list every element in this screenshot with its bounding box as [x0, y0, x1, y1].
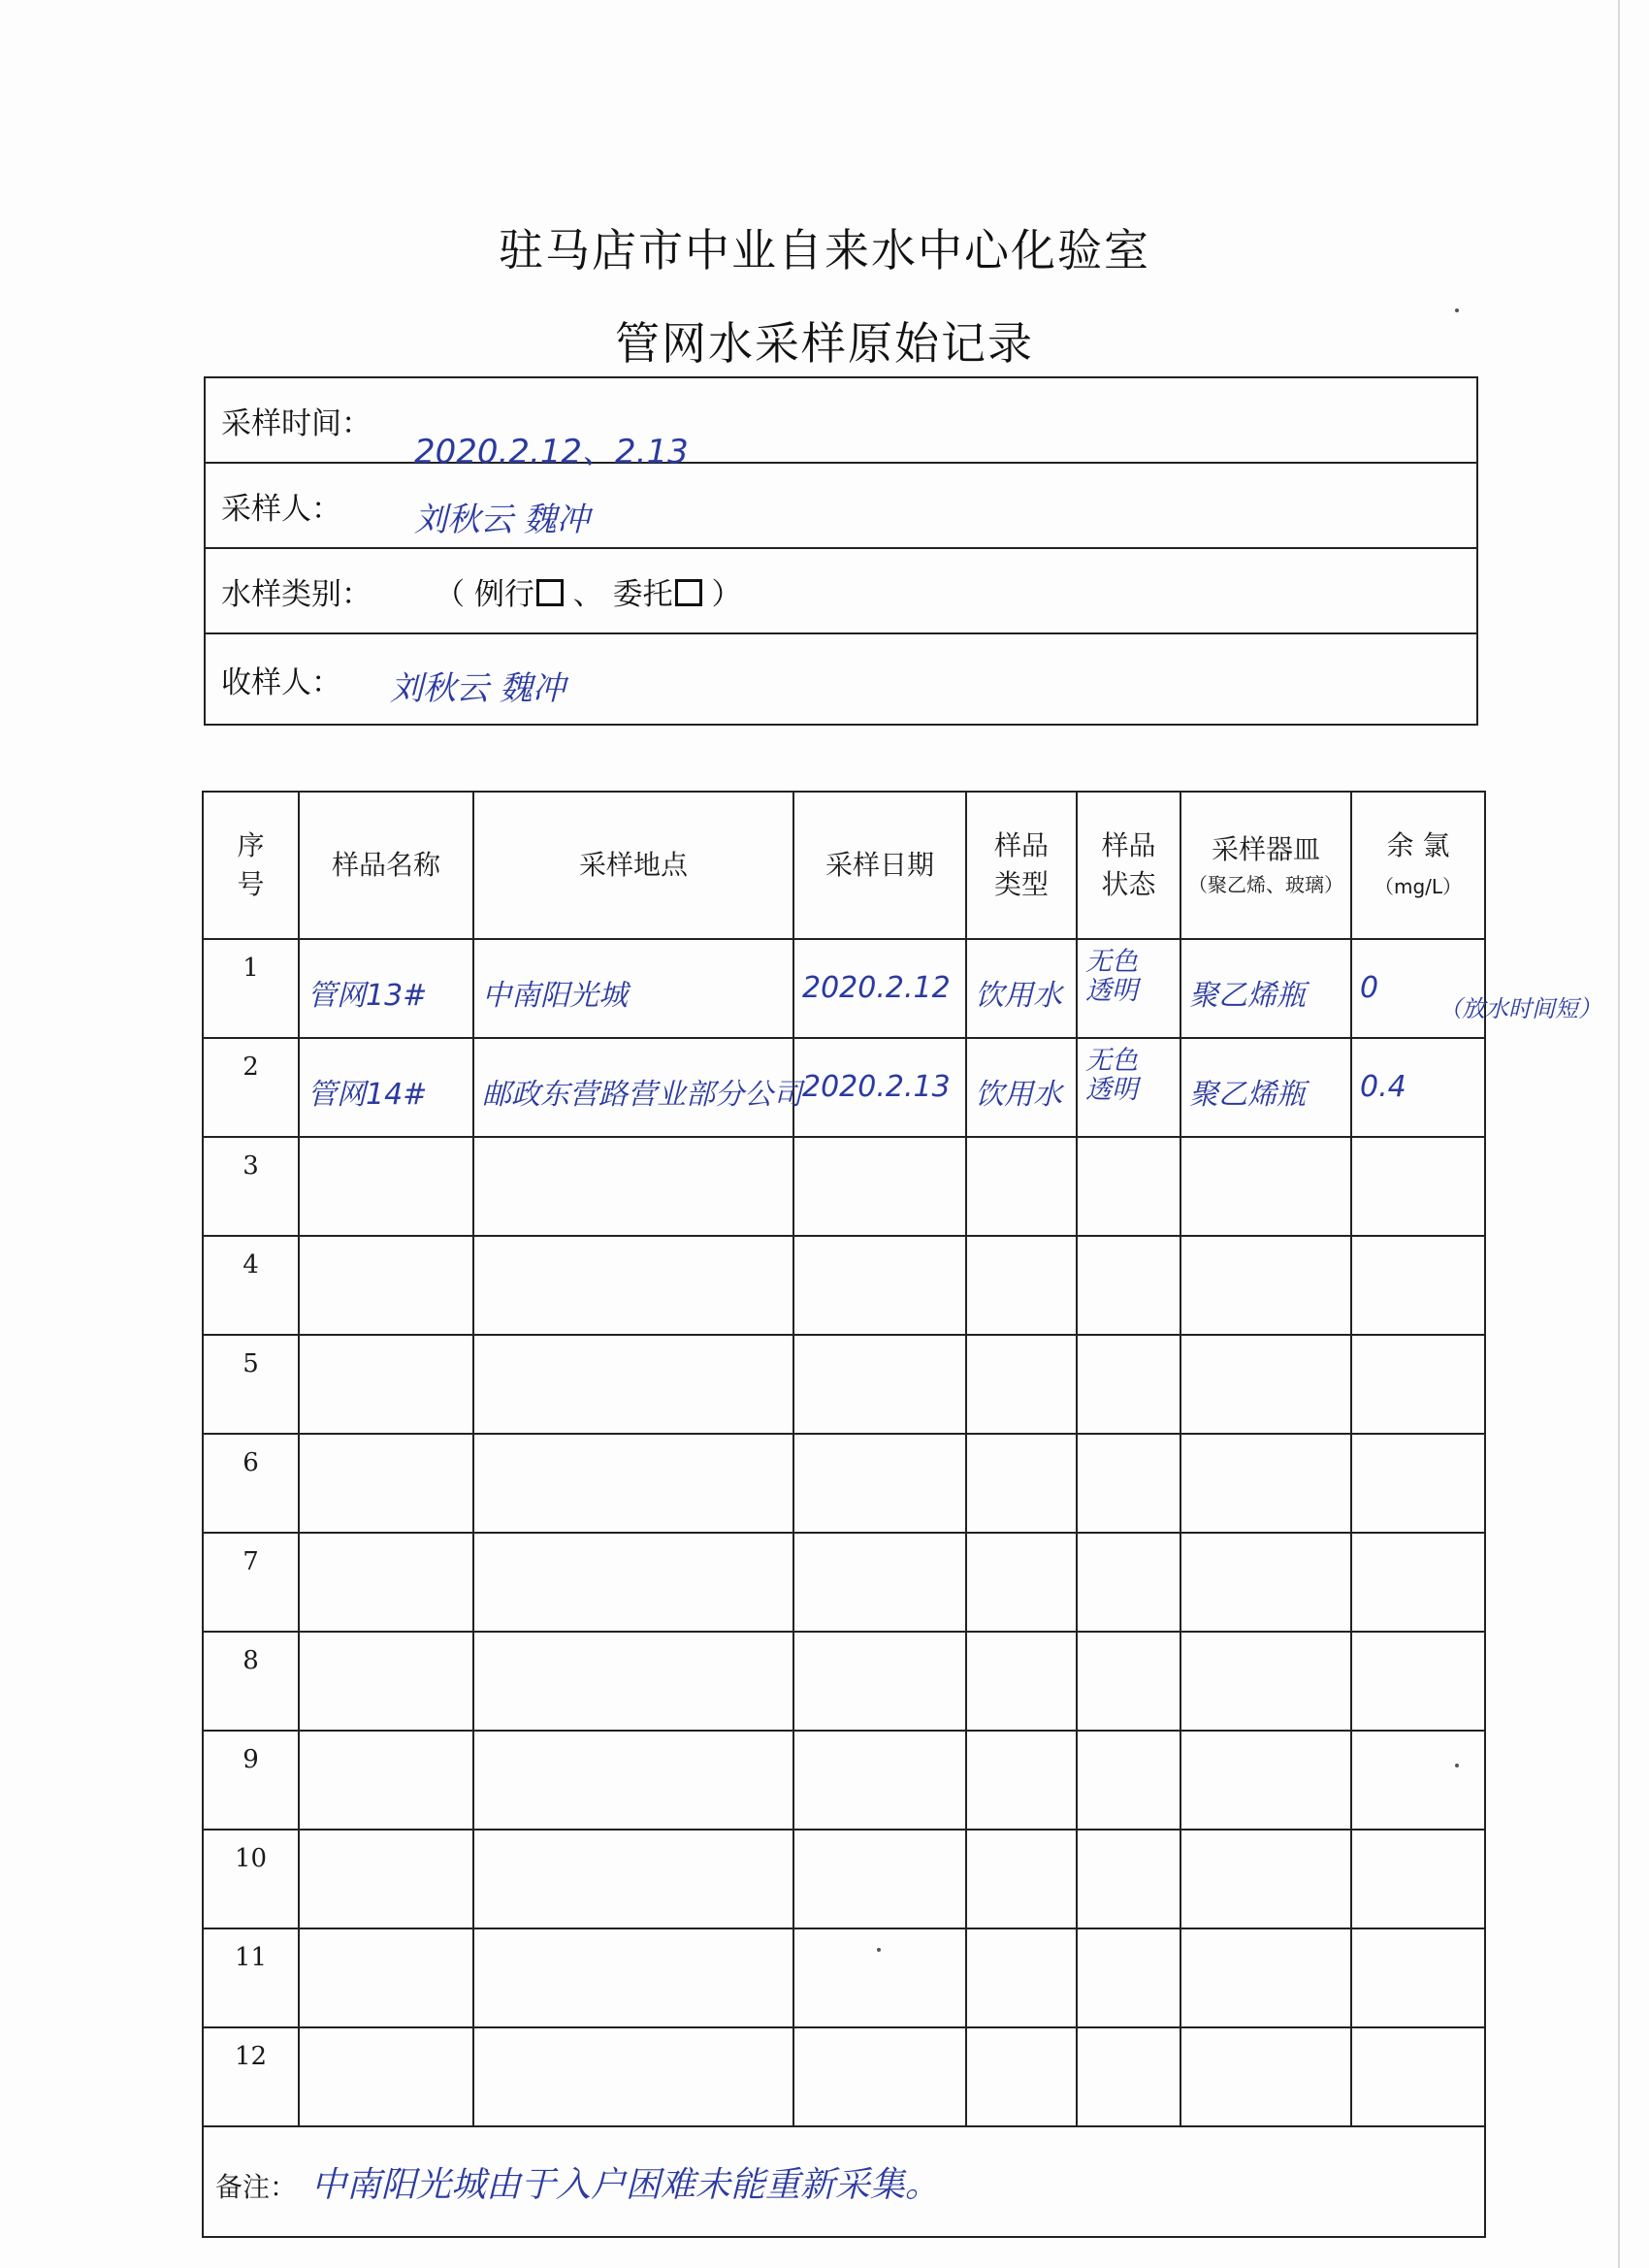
- sample-date-cell: [793, 939, 966, 1038]
- sample-date-cell: [793, 1038, 966, 1137]
- sample-table: [202, 791, 1486, 2238]
- sample-name: 管网14#: [307, 1078, 428, 1112]
- sample-state-cell: [1077, 1137, 1180, 1236]
- sample-location-cell: [473, 1731, 793, 1830]
- sample-date-cell: [793, 1335, 966, 1434]
- entrusted-checkbox[interactable]: [675, 579, 702, 606]
- residual-chlorine-cell: [1351, 1236, 1485, 1335]
- sample-state-cell: [1077, 939, 1180, 1038]
- water-type-cell: [205, 548, 1477, 633]
- sample-state-cell: [1077, 1335, 1180, 1434]
- water-type-row: [205, 548, 1477, 633]
- sampler-label: 采样人：: [221, 491, 341, 527]
- sample-date: 2020.2.12: [802, 971, 951, 1005]
- sample-state-cell: [1077, 1236, 1180, 1335]
- sample-vessel: 聚乙烯瓶: [1189, 1078, 1306, 1112]
- header-state: 样品状态: [1077, 792, 1180, 939]
- sample-state: 无色透明: [1085, 1046, 1138, 1105]
- residual-chlorine-cell: [1351, 1632, 1485, 1731]
- table-row: [203, 1335, 1485, 1434]
- row-seq-cell: 8: [203, 1632, 299, 1731]
- sample-vessel-cell: [1180, 1632, 1351, 1731]
- sampling-time-value: 2020.2.12、2.13: [414, 433, 689, 471]
- header-vessel-title: 采样器皿: [1211, 833, 1320, 865]
- sample-location-cell: [473, 1830, 793, 1928]
- sample-vessel-cell: [1180, 939, 1351, 1038]
- sample-vessel-cell: [1180, 1137, 1351, 1236]
- header-location: 采样地点: [473, 792, 793, 939]
- sample-type-cell: [966, 1236, 1077, 1335]
- sample-date-cell: [793, 2027, 966, 2126]
- table-row: [203, 1236, 1485, 1335]
- table-row: [203, 1434, 1485, 1533]
- table-row: [203, 1830, 1485, 1928]
- sample-state-cell: [1077, 1038, 1180, 1137]
- sample-state-cell: [1077, 1434, 1180, 1533]
- water-type-label: 水样类别：: [221, 576, 372, 612]
- sample-type-cell: [966, 1434, 1077, 1533]
- sample-location-cell: [473, 1137, 793, 1236]
- sample-name-cell: [299, 1236, 473, 1335]
- sample-date-cell: [793, 1236, 966, 1335]
- sample-vessel-cell: [1180, 1236, 1351, 1335]
- sample-type-cell: [966, 1137, 1077, 1236]
- speck: [1455, 1764, 1459, 1767]
- row-seq-cell: 3: [203, 1137, 299, 1236]
- table-row: [203, 1731, 1485, 1830]
- sample-type-cell: [966, 1731, 1077, 1830]
- sample-date-cell: [793, 1533, 966, 1632]
- residual-chlorine-cell: [1351, 1038, 1485, 1137]
- row-seq-cell: 2: [203, 1038, 299, 1137]
- sample-location: 中南阳光城: [482, 979, 628, 1013]
- chlorine-note: （放水时间短）: [1439, 995, 1601, 1022]
- sample-type-cell: [966, 1335, 1077, 1434]
- sample-name-cell: [299, 939, 473, 1038]
- header-type: 样品类型: [966, 792, 1077, 939]
- water-type-sep: 、 委托: [563, 576, 673, 612]
- sample-location-cell: [473, 1335, 793, 1434]
- sample-type: 饮用水: [975, 979, 1062, 1013]
- residual-chlorine-cell: [1351, 2027, 1485, 2126]
- header-chlorine-title: 余 氯: [1386, 829, 1450, 861]
- sample-location-cell: [473, 1434, 793, 1533]
- sample-date-cell: [793, 1434, 966, 1533]
- sample-location-cell: [473, 1928, 793, 2027]
- sample-location-cell: [473, 1632, 793, 1731]
- sample-date-cell: [793, 1928, 966, 2027]
- residual-chlorine-cell: [1351, 1533, 1485, 1632]
- header-seq: 序号: [203, 792, 299, 939]
- sample-date-cell: [793, 1137, 966, 1236]
- table-row: [203, 1137, 1485, 1236]
- receiver-cell: [205, 633, 1477, 725]
- row-seq-cell: 6: [203, 1434, 299, 1533]
- receiver-label: 收样人：: [221, 664, 341, 700]
- sampling-time-cell: [205, 377, 1477, 471]
- header-name: 样品名称: [299, 792, 473, 939]
- residual-chlorine-cell: [1351, 1137, 1485, 1236]
- sample-vessel-cell: [1180, 1038, 1351, 1137]
- table-row: [203, 1038, 1485, 1137]
- sample-name-cell: [299, 1533, 473, 1632]
- sample-vessel-cell: [1180, 2027, 1351, 2126]
- header-row: [203, 792, 1485, 939]
- sample-name: 管网13#: [307, 979, 428, 1013]
- residual-chlorine: 0: [1360, 971, 1379, 1005]
- residual-chlorine-cell: [1351, 1335, 1485, 1434]
- remark-value: 中南阳光城由于入户困难未能重新采集。: [310, 2164, 940, 2205]
- header-chlorine: [1351, 792, 1485, 939]
- table-row: [203, 1928, 1485, 2027]
- table-row: [203, 2027, 1485, 2126]
- info-table: [204, 376, 1478, 726]
- water-type-options: [376, 577, 741, 612]
- sample-location-cell: [473, 2027, 793, 2126]
- receiver-value: 刘秋云 魏冲: [390, 669, 566, 708]
- sample-name-cell: [299, 1137, 473, 1236]
- page-subtitle: 管网水采样原始记录: [615, 317, 1034, 370]
- sample-type-cell: [966, 1038, 1077, 1137]
- sample-name-cell: [299, 1038, 473, 1137]
- sample-state-cell: [1077, 1928, 1180, 2027]
- sample-name-cell: [299, 1632, 473, 1731]
- routine-checkbox[interactable]: [536, 579, 564, 606]
- residual-chlorine-cell: [1351, 1434, 1485, 1533]
- sample-state-cell: [1077, 1830, 1180, 1928]
- receiver-row: [205, 633, 1477, 725]
- sample-name-cell: [299, 1731, 473, 1830]
- header-vessel: [1180, 792, 1351, 939]
- sample-state-cell: [1077, 2027, 1180, 2126]
- sample-state-cell: [1077, 1632, 1180, 1731]
- sampling-time-label: 采样时间：: [221, 405, 372, 441]
- sample-name-cell: [299, 2027, 473, 2126]
- page-title: 驻马店市中业自来水中心化验室: [499, 224, 1150, 276]
- sample-state: 无色透明: [1085, 947, 1138, 1006]
- sample-type-cell: [966, 1928, 1077, 2027]
- row-seq-cell: 1: [203, 939, 299, 1038]
- sample-type-cell: [966, 1830, 1077, 1928]
- sample-location-cell: [473, 939, 793, 1038]
- header-date: 采样日期: [793, 792, 966, 939]
- row-seq-cell: 7: [203, 1533, 299, 1632]
- sampler-value: 刘秋云 魏冲: [414, 501, 590, 539]
- sample-date-cell: [793, 1731, 966, 1830]
- sample-type: 饮用水: [975, 1078, 1062, 1112]
- remark-row: [203, 2126, 1485, 2237]
- sample-vessel-cell: [1180, 1335, 1351, 1434]
- water-type-open: （ 例行: [435, 576, 534, 612]
- sample-vessel-cell: [1180, 1434, 1351, 1533]
- sample-location-cell: [473, 1236, 793, 1335]
- sample-vessel-cell: [1180, 1830, 1351, 1928]
- sample-date-cell: [793, 1632, 966, 1731]
- row-seq-cell: 10: [203, 1830, 299, 1928]
- header-chlorine-unit: （mg/L）: [1374, 875, 1463, 898]
- sample-name-cell: [299, 1830, 473, 1928]
- water-type-close: ）: [701, 576, 742, 612]
- sample-name-cell: [299, 1434, 473, 1533]
- sample-type-cell: [966, 2027, 1077, 2126]
- sample-vessel: 聚乙烯瓶: [1189, 979, 1306, 1013]
- residual-chlorine-cell: [1351, 1830, 1485, 1928]
- sample-location-cell: [473, 1533, 793, 1632]
- sampler-cell: [205, 463, 1477, 548]
- row-seq-cell: 4: [203, 1236, 299, 1335]
- speck: [1455, 308, 1459, 312]
- sample-type-cell: [966, 1632, 1077, 1731]
- table-row: [203, 1632, 1485, 1731]
- residual-chlorine-cell: [1351, 1731, 1485, 1830]
- residual-chlorine-cell: [1351, 1928, 1485, 2027]
- sample-date: 2020.2.13: [802, 1070, 951, 1104]
- row-seq-cell: 11: [203, 1928, 299, 2027]
- sample-type-cell: [966, 939, 1077, 1038]
- rows-body: [203, 939, 1485, 2126]
- sample-vessel-cell: [1180, 1533, 1351, 1632]
- row-seq-cell: 9: [203, 1731, 299, 1830]
- header-vessel-note: （聚乙烯、玻璃）: [1188, 873, 1343, 896]
- sample-vessel-cell: [1180, 1731, 1351, 1830]
- sample-location-cell: [473, 1038, 802, 1137]
- table-row: [203, 1533, 1485, 1632]
- sample-date-cell: [793, 1830, 966, 1928]
- sample-vessel-cell: [1180, 1928, 1351, 2027]
- sample-location: 邮政东营路营业部分公司: [482, 1078, 802, 1112]
- sampler-row: [205, 463, 1477, 548]
- sample-state-cell: [1077, 1731, 1180, 1830]
- remark-cell: [203, 2126, 1485, 2237]
- remark-label: 备注：: [215, 2170, 298, 2203]
- row-seq-cell: 12: [203, 2027, 299, 2126]
- sample-name-cell: [299, 1335, 473, 1434]
- sampling-time-row: [205, 377, 1477, 463]
- sample-state-cell: [1077, 1533, 1180, 1632]
- table-row: [203, 939, 1485, 1038]
- sample-name-cell: [299, 1928, 473, 2027]
- residual-chlorine: 0.4: [1360, 1070, 1406, 1104]
- sample-type-cell: [966, 1533, 1077, 1632]
- row-seq-cell: 5: [203, 1335, 299, 1434]
- speck: [877, 1948, 881, 1952]
